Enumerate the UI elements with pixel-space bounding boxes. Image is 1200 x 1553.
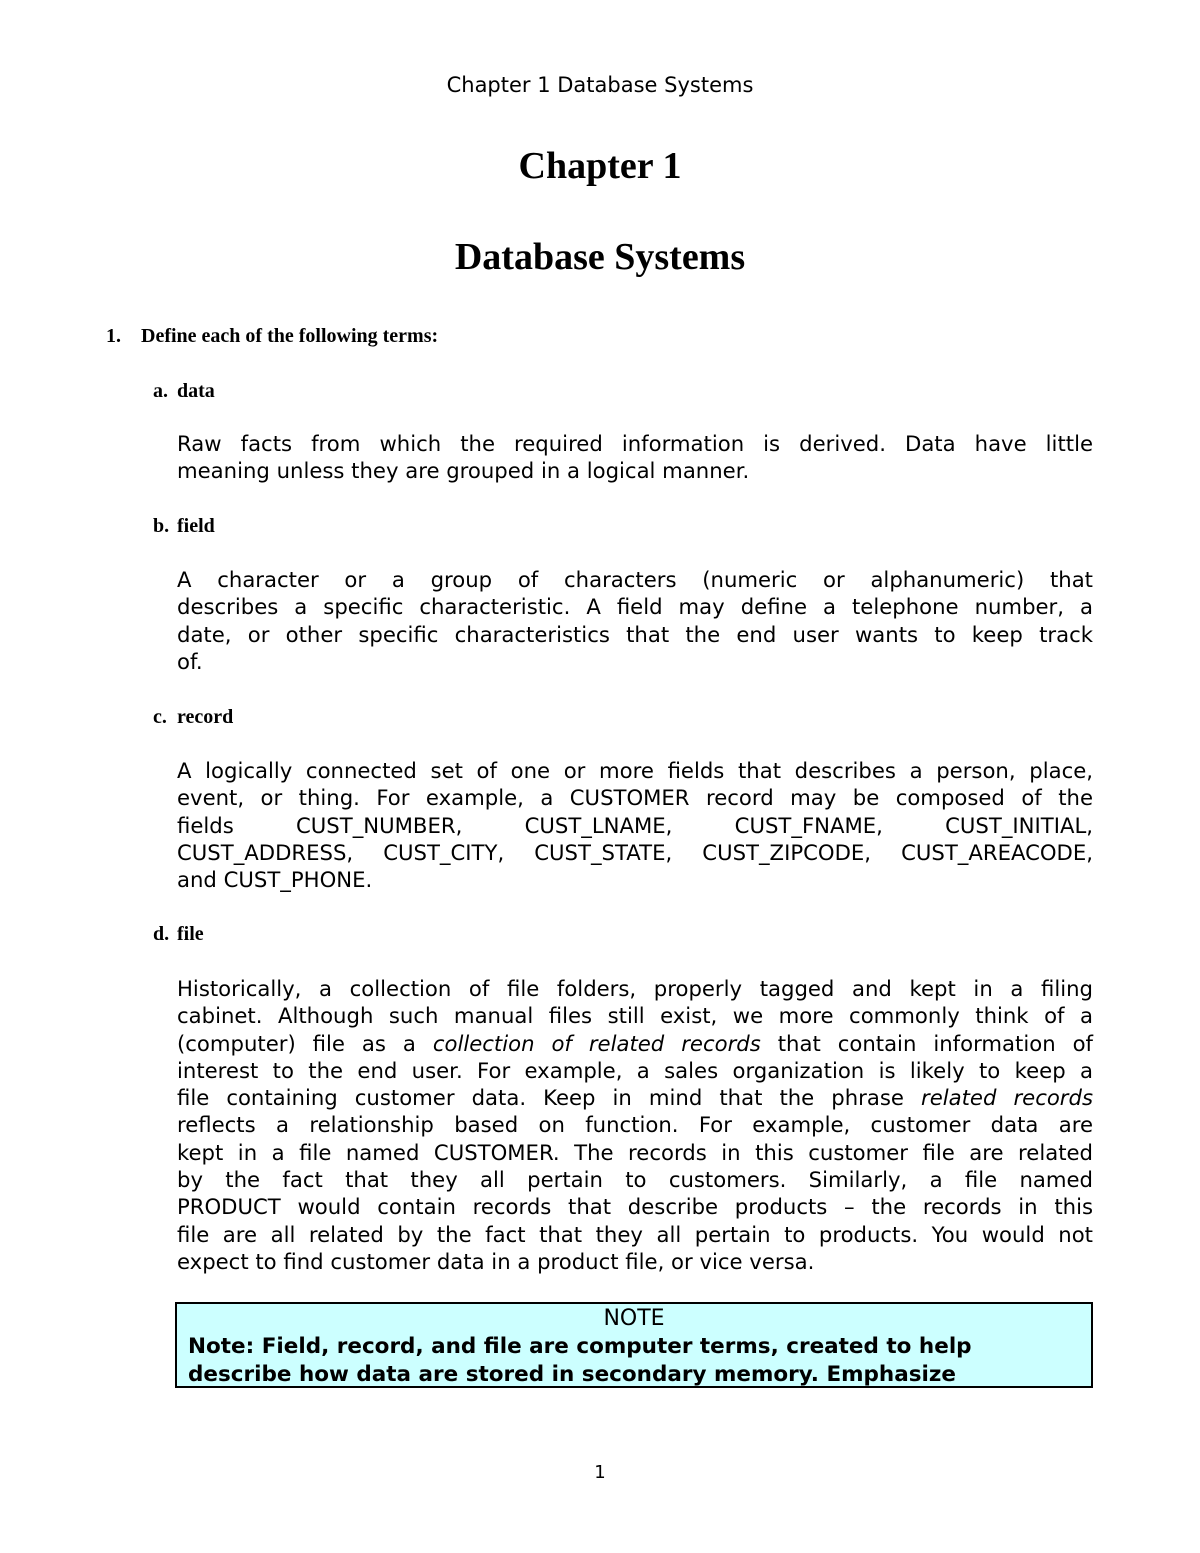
- text-run: that contain information of: [760, 1030, 1094, 1056]
- note-title: NOTE: [603, 1306, 665, 1331]
- note-box: [175, 1302, 1093, 1388]
- definition-line: [177, 1084, 1093, 1111]
- text-run: file containing customer data. Keep in mind that the phrase: [177, 1085, 921, 1111]
- definition-line: of.: [177, 648, 203, 674]
- note-line: describe how data are stored in secondary memory. Emphasize: [188, 1362, 956, 1387]
- definition-line: Historically, a collection of file folders, properly tagged and kept in a filing: [177, 976, 1093, 1001]
- term-heading-field: [153, 514, 215, 538]
- definition-line: [177, 1030, 1093, 1057]
- question-number: 1.: [106, 325, 121, 347]
- term-name: file: [177, 923, 204, 945]
- text-run: (computer) file as a: [177, 1030, 433, 1056]
- emphasis-text: collection of related records: [432, 1030, 761, 1056]
- definition-line: fields CUST_NUMBER, CUST_LNAME, CUST_FNAME, CUST_INITIAL,: [177, 812, 1093, 838]
- running-header: Chapter 1 Database Systems: [446, 73, 754, 97]
- definition-line: A logically connected set of one or more fields that describes a person, place,: [177, 758, 1093, 783]
- definition-line: reflects a relationship based on function. For example, customer data are: [177, 1112, 1093, 1138]
- term-letter: d.: [153, 923, 170, 945]
- note-line: Note: Field, record, and file are computer terms, created to help: [188, 1334, 972, 1359]
- definition-field: [177, 566, 1093, 675]
- definition-line: CUST_ADDRESS, CUST_CITY, CUST_STATE, CUST_ZIPCODE, CUST_AREACODE,: [177, 839, 1093, 865]
- term-letter: a.: [153, 380, 168, 402]
- question-text: Define each of the following terms:: [141, 325, 439, 347]
- term-name: data: [177, 380, 215, 402]
- definition-line: A character or a group of characters (numeric or alphanumeric) that: [177, 567, 1093, 592]
- definition-line: meaning unless they are grouped in a logical manner.: [177, 458, 750, 484]
- definition-line: cabinet. Although such manual files still exist, we more commonly think of a: [177, 1003, 1093, 1029]
- definition-line: PRODUCT would contain records that describe products – the records in this: [177, 1194, 1093, 1220]
- page-number: 1: [594, 1462, 606, 1483]
- definition-line: describes a specific characteristic. A field may define a telephone number, a: [177, 594, 1093, 620]
- definition-line: event, or thing. For example, a CUSTOMER record may be composed of the: [177, 785, 1093, 811]
- definition-record: [177, 757, 1093, 893]
- chapter-subtitle: Database Systems: [454, 236, 746, 278]
- definition-line: date, or other specific characteristics that the end user wants to keep track: [177, 621, 1093, 647]
- term-heading-file: [153, 922, 204, 946]
- definition-line: by the fact that they all pertain to customers. Similarly, a file named: [177, 1167, 1093, 1193]
- definition-line: interest to the end user. For example, a sales organization is likely to keep a: [177, 1057, 1093, 1083]
- definition-file: [177, 975, 1093, 1275]
- definition-line: Raw facts from which the required information is derived. Data have little: [177, 431, 1093, 456]
- definition-line: file are all related by the fact that they all pertain to products. You would not: [177, 1221, 1093, 1247]
- emphasis-text: related records: [920, 1085, 1094, 1111]
- term-letter: b.: [153, 515, 170, 537]
- term-heading-record: [153, 705, 233, 729]
- chapter-title: Chapter 1: [518, 145, 682, 187]
- definition-line: kept in a file named CUSTOMER. The records in this customer file are related: [177, 1139, 1093, 1165]
- term-name: record: [177, 706, 234, 728]
- definition-data: [177, 430, 1093, 485]
- term-letter: c.: [153, 706, 167, 728]
- definition-line: and CUST_PHONE.: [177, 867, 373, 893]
- definition-line: expect to find customer data in a product file, or vice versa.: [177, 1248, 815, 1274]
- term-heading-data: [153, 379, 215, 403]
- term-name: field: [177, 515, 215, 537]
